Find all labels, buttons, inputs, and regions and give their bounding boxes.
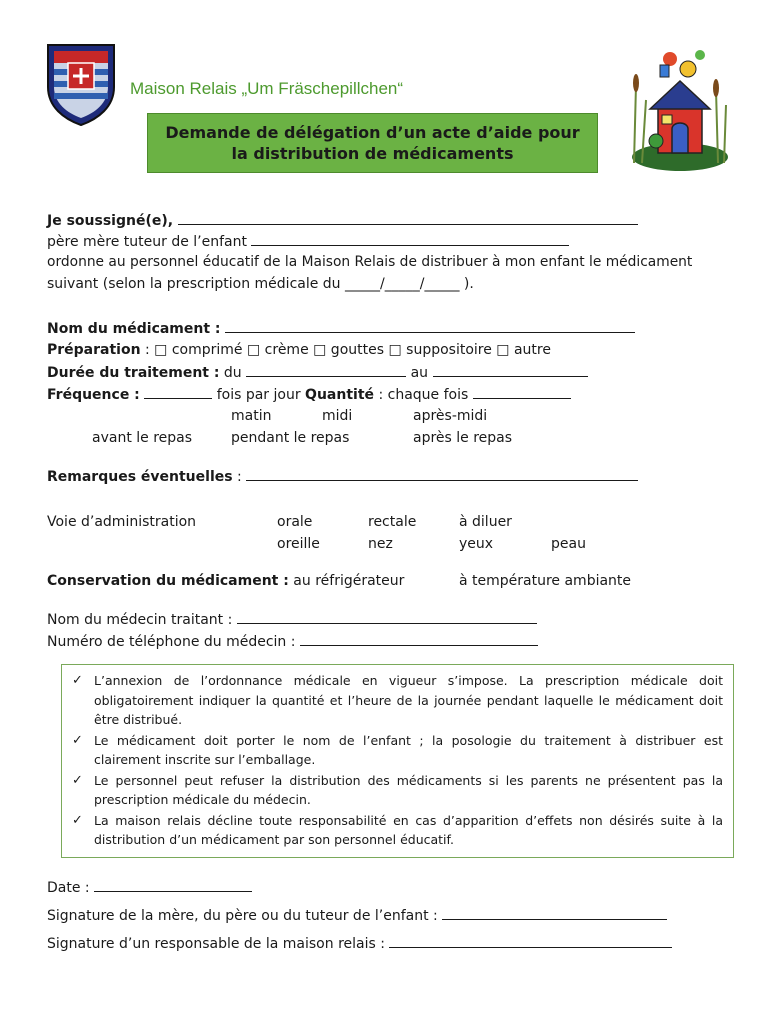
check-icon: ✓ (72, 732, 83, 748)
signature-parent-label: Signature de la mère, du père ou du tuteur de l’enfant : (47, 908, 438, 924)
remarques-line (47, 467, 638, 486)
coat-of-arms-logo (46, 43, 116, 127)
date-label: Date : (47, 880, 90, 896)
condition-text: Le médicament doit porter le nom de l’enfant ; la posologie du traitement à distribuer est clairement inscrite sur l’emballage. (94, 732, 723, 767)
medecin-nom-field[interactable] (237, 610, 537, 624)
preparation-label: Préparation (47, 342, 141, 358)
a-diluer-label: à diluer (459, 514, 512, 530)
duree-line (47, 363, 588, 382)
pendant-repas-option[interactable] (231, 429, 349, 448)
pere-label: père (47, 234, 79, 250)
nez-option[interactable] (368, 535, 393, 554)
form-title (147, 113, 598, 173)
matin-label: matin (231, 408, 272, 424)
midi-option[interactable] (322, 407, 352, 426)
soussigne-line (47, 211, 638, 230)
preparation-options[interactable]: : □ comprimé □ crème □ gouttes □ suppositoire □ autre (145, 342, 551, 358)
nom-medicament-line (47, 319, 635, 338)
ordonne-text: ordonne au personnel éducatif de la Maison Relais de distribuer à mon enfant le médicament (47, 254, 693, 270)
apres-repas-label: après le repas (413, 430, 513, 446)
medecin-tel-label: Numéro de téléphone du médecin : (47, 634, 296, 650)
oreille-label: oreille (277, 536, 320, 552)
relation-line (47, 232, 569, 252)
condition-item (72, 731, 723, 770)
medecin-nom-label: Nom du médecin traitant : (47, 612, 233, 628)
frequence-label: Fréquence : (47, 387, 140, 403)
midi-label: midi (322, 408, 353, 424)
quantite-label: Quantité (305, 387, 375, 403)
soussigne-label: Je soussigné(e), (47, 213, 174, 229)
chaque-fois-label: : chaque fois (378, 387, 469, 403)
quantite-field[interactable] (473, 385, 571, 399)
matin-option[interactable] (231, 407, 271, 426)
check-icon: ✓ (72, 812, 83, 828)
signature-responsable-label: Signature d’un responsable de la maison relais : (47, 936, 385, 952)
signature-parent-line (47, 906, 667, 925)
remarques-colon: : (237, 469, 242, 485)
avant-repas-option[interactable] (92, 429, 192, 448)
medecin-nom-line (47, 610, 537, 629)
organization-name: Maison Relais „Um Fräschepillchen“ (130, 79, 404, 98)
condition-text: Le personnel peut refuser la distribution des médicaments si les parents ne présentent pas la prescription médicale du médecin. (94, 772, 723, 807)
duree-du-field[interactable] (246, 363, 406, 377)
medecin-tel-line (47, 632, 538, 651)
avant-repas-label: avant le repas (92, 430, 193, 446)
enfant-name-field[interactable] (251, 232, 569, 246)
refrigerateur-label: au réfrigérateur (293, 573, 405, 589)
date-line (47, 878, 252, 897)
duree-du-label: du (223, 365, 242, 381)
duree-au-field[interactable] (433, 363, 588, 377)
voie-label: Voie d’administration (47, 514, 197, 530)
frequence-line (47, 385, 571, 404)
nom-medicament-label: Nom du médicament : (47, 321, 221, 337)
frequence-field[interactable] (144, 385, 212, 399)
oreille-option[interactable] (277, 535, 320, 554)
form-title-line-1: Demande de délégation d’un acte d’aide pour (165, 123, 580, 142)
conservation-label: Conservation du médicament : (47, 573, 289, 589)
orale-label: orale (277, 514, 313, 530)
remarques-field[interactable] (246, 467, 638, 481)
condition-text: La maison relais décline toute responsabilité en cas d’apparition d’effets non désirés suite à la distribution d’un médicament par son personnel éducatif. (94, 812, 723, 847)
duree-au-label: au (410, 365, 429, 381)
house-mascot-illustration (622, 45, 732, 175)
temperature-option[interactable] (459, 572, 631, 591)
yeux-label: yeux (459, 536, 494, 552)
duree-label: Durée du traitement : (47, 365, 220, 381)
fois-par-jour-label: fois par jour (216, 387, 301, 403)
a-diluer-option[interactable] (459, 513, 512, 532)
nez-label: nez (368, 536, 393, 552)
remarques-label: Remarques éventuelles (47, 469, 233, 485)
signature-responsable-line (47, 934, 672, 953)
pendant-repas-label: pendant le repas (231, 430, 350, 446)
peau-option[interactable] (551, 535, 586, 554)
tuteur-label: tuteur de l’enfant (123, 234, 247, 250)
condition-item (72, 811, 723, 850)
apres-repas-option[interactable] (413, 429, 512, 448)
suivant-text: suivant (selon la prescription médicale du _____/_____/_____ ). (47, 276, 474, 292)
check-icon: ✓ (72, 673, 83, 688)
signature-parent-field[interactable] (442, 906, 667, 920)
apres-midi-option[interactable] (413, 407, 487, 426)
soussigne-field[interactable] (178, 211, 638, 225)
apres-midi-label: après-midi (413, 408, 488, 424)
condition-item (72, 771, 723, 810)
peau-label: peau (551, 536, 586, 552)
condition-text: L’annexion de l’ordonnance médicale en vigueur s’impose. La prescription médicale doit obligatoirement indiquer la quantité et l’heure de la journée pendant laquelle le médicament doit être distribué. (94, 673, 723, 727)
rectale-option[interactable] (368, 513, 416, 532)
date-field[interactable] (94, 878, 252, 892)
rectale-label: rectale (368, 514, 417, 530)
signature-responsable-field[interactable] (389, 934, 672, 948)
conditions-box (61, 664, 734, 858)
preparation-line (47, 341, 551, 359)
yeux-option[interactable] (459, 535, 493, 554)
condition-item (72, 671, 723, 730)
form-title-line-2: la distribution de médicaments (231, 144, 514, 163)
check-icon: ✓ (72, 772, 83, 788)
orale-option[interactable] (277, 513, 312, 532)
conservation-line (47, 572, 404, 591)
medecin-tel-field[interactable] (300, 632, 538, 646)
temperature-label: à température ambiante (459, 573, 632, 589)
nom-medicament-field[interactable] (225, 319, 635, 333)
mere-label: mère (83, 234, 120, 250)
